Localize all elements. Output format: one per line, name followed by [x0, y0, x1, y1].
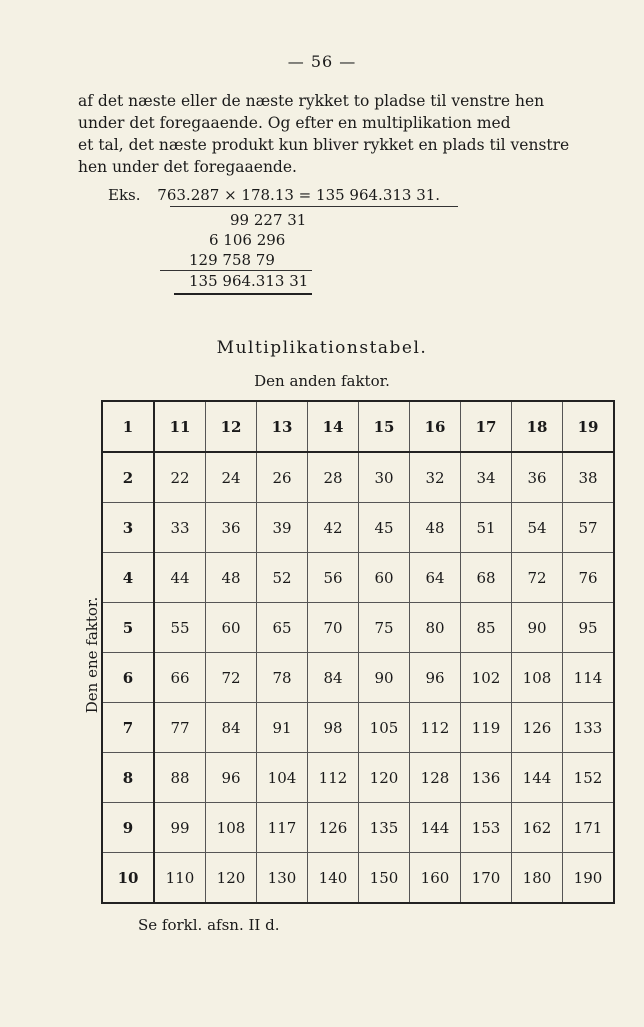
table-cell: 128: [410, 753, 461, 803]
table-cell: 150: [359, 853, 410, 904]
table-cell: 77: [154, 703, 206, 753]
table-title: Multiplikationstabel.: [216, 338, 428, 358]
partial-product-row: 6 106 296: [209, 231, 286, 249]
table-cell: 64: [410, 553, 461, 603]
table-cell: 104: [257, 753, 308, 803]
table-cell: 22: [154, 452, 206, 503]
page-number: — 56 —: [287, 52, 357, 71]
row-header-cell: 6: [102, 653, 154, 703]
table-cell: 30: [359, 452, 410, 503]
table-cell: 48: [410, 503, 461, 553]
table-cell: 42: [308, 503, 359, 553]
table-cell: 57: [563, 503, 615, 553]
table-cell: 88: [154, 753, 206, 803]
table-cell: 190: [563, 853, 615, 904]
row-header-cell: 8: [102, 753, 154, 803]
column-header-cell: 13: [257, 401, 308, 452]
table-row: [102, 452, 614, 503]
paragraph-line: under det foregaaende. Og efter en multiplikation med: [78, 114, 511, 132]
table-cell: 38: [563, 452, 615, 503]
table-cell: 180: [512, 853, 563, 904]
footnote: Se forkl. afsn. II d.: [138, 916, 280, 934]
table-cell: 98: [308, 703, 359, 753]
table-cell: 96: [206, 753, 257, 803]
column-header-cell: 15: [359, 401, 410, 452]
table-row: [102, 853, 614, 904]
table-row: [102, 553, 614, 603]
table-cell: 26: [257, 452, 308, 503]
table-cell: 76: [563, 553, 615, 603]
table-cell: 34: [461, 452, 512, 503]
table-cell: 48: [206, 553, 257, 603]
table-cell: 66: [154, 653, 206, 703]
multiplication-table: [101, 400, 615, 904]
column-header-cell: 18: [512, 401, 563, 452]
paragraph-line: af det næste eller de næste rykket to pladse til venstre hen: [78, 92, 545, 110]
row-header-cell: 7: [102, 703, 154, 753]
table-cell: 60: [206, 603, 257, 653]
table-header-row: [102, 401, 614, 452]
row-header-cell: 5: [102, 603, 154, 653]
table-cell: 68: [461, 553, 512, 603]
table-cell: 135: [359, 803, 410, 853]
row-header-cell: 2: [102, 452, 154, 503]
table-cell: 105: [359, 703, 410, 753]
table-cell: 65: [257, 603, 308, 653]
table-row: [102, 503, 614, 553]
table-cell: 52: [257, 553, 308, 603]
example-label: Eks.: [108, 186, 141, 204]
row-header-cell: 10: [102, 853, 154, 904]
row-header-cell: 9: [102, 803, 154, 853]
table-cell: 152: [563, 753, 615, 803]
table-cell: 99: [154, 803, 206, 853]
table-cell: 45: [359, 503, 410, 553]
table-cell: 153: [461, 803, 512, 853]
table-cell: 119: [461, 703, 512, 753]
table-cell: 144: [512, 753, 563, 803]
table-row: [102, 753, 614, 803]
column-header-cell: 16: [410, 401, 461, 452]
table-cell: 56: [308, 553, 359, 603]
table-cell: 84: [308, 653, 359, 703]
partial-product-row: 129 758 79: [189, 251, 275, 269]
column-header-cell: 14: [308, 401, 359, 452]
table-cell: 85: [461, 603, 512, 653]
table-cell: 133: [563, 703, 615, 753]
table-cell: 102: [461, 653, 512, 703]
table-cell: 108: [206, 803, 257, 853]
table-cell: 90: [512, 603, 563, 653]
table-cell: 112: [308, 753, 359, 803]
table-cell: 136: [461, 753, 512, 803]
table-row: [102, 703, 614, 753]
table-cell: 126: [512, 703, 563, 753]
table-cell: 96: [410, 653, 461, 703]
table-cell: 110: [154, 853, 206, 904]
column-header-cell: 11: [154, 401, 206, 452]
column-header-cell: 19: [563, 401, 615, 452]
table-cell: 160: [410, 853, 461, 904]
table-cell: 140: [308, 853, 359, 904]
table-cell: 55: [154, 603, 206, 653]
body-paragraph: [78, 90, 610, 178]
table-cell: 70: [308, 603, 359, 653]
column-header-cell: 17: [461, 401, 512, 452]
sum-underline: [174, 293, 312, 295]
table-cell: 126: [308, 803, 359, 853]
table-cell: 54: [512, 503, 563, 553]
table-row: [102, 803, 614, 853]
table-cell: 114: [563, 653, 615, 703]
table-cell: 28: [308, 452, 359, 503]
partial-product-row: 99 227 31: [230, 211, 307, 229]
table-cell: 33: [154, 503, 206, 553]
table-cell: 75: [359, 603, 410, 653]
row-header-cell: 4: [102, 553, 154, 603]
table-cell: 36: [206, 503, 257, 553]
table-cell: 84: [206, 703, 257, 753]
table-cell: 108: [512, 653, 563, 703]
table-cell: 44: [154, 553, 206, 603]
row-header-cell: 3: [102, 503, 154, 553]
table-row: [102, 603, 614, 653]
table-cell: 130: [257, 853, 308, 904]
example-equation: [108, 186, 440, 204]
table-cell: 24: [206, 452, 257, 503]
table-cell: 72: [512, 553, 563, 603]
table-cell: 120: [206, 853, 257, 904]
column-header-cell: 12: [206, 401, 257, 452]
partial-products: [160, 210, 312, 291]
example-expression: 763.287 × 178.13 = 135 964.313 31.: [157, 186, 441, 204]
table-cell: 144: [410, 803, 461, 853]
table-cell: 162: [512, 803, 563, 853]
paragraph-line: et tal, det næste produkt kun bliver rykket en plads til venstre: [78, 136, 570, 154]
table-cell: 72: [206, 653, 257, 703]
table-cell: 171: [563, 803, 615, 853]
table-cell: 80: [410, 603, 461, 653]
example-underline: [170, 206, 458, 207]
table-cell: 32: [410, 452, 461, 503]
table-cell: 95: [563, 603, 615, 653]
column-factor-label: Den anden faktor.: [254, 372, 390, 390]
table-cell: 120: [359, 753, 410, 803]
table-row: [102, 653, 614, 703]
table-corner-cell: 1: [102, 401, 154, 452]
table-cell: 170: [461, 853, 512, 904]
table-cell: 60: [359, 553, 410, 603]
row-factor-label: Den ene faktor.: [83, 596, 101, 714]
partial-product-sum: 135 964.313 31: [160, 270, 312, 291]
table-cell: 91: [257, 703, 308, 753]
table-cell: 117: [257, 803, 308, 853]
table-cell: 51: [461, 503, 512, 553]
paragraph-line: hen under det foregaaende.: [78, 158, 297, 176]
table-cell: 90: [359, 653, 410, 703]
table-cell: 39: [257, 503, 308, 553]
table-cell: 36: [512, 452, 563, 503]
table-cell: 78: [257, 653, 308, 703]
table-cell: 112: [410, 703, 461, 753]
